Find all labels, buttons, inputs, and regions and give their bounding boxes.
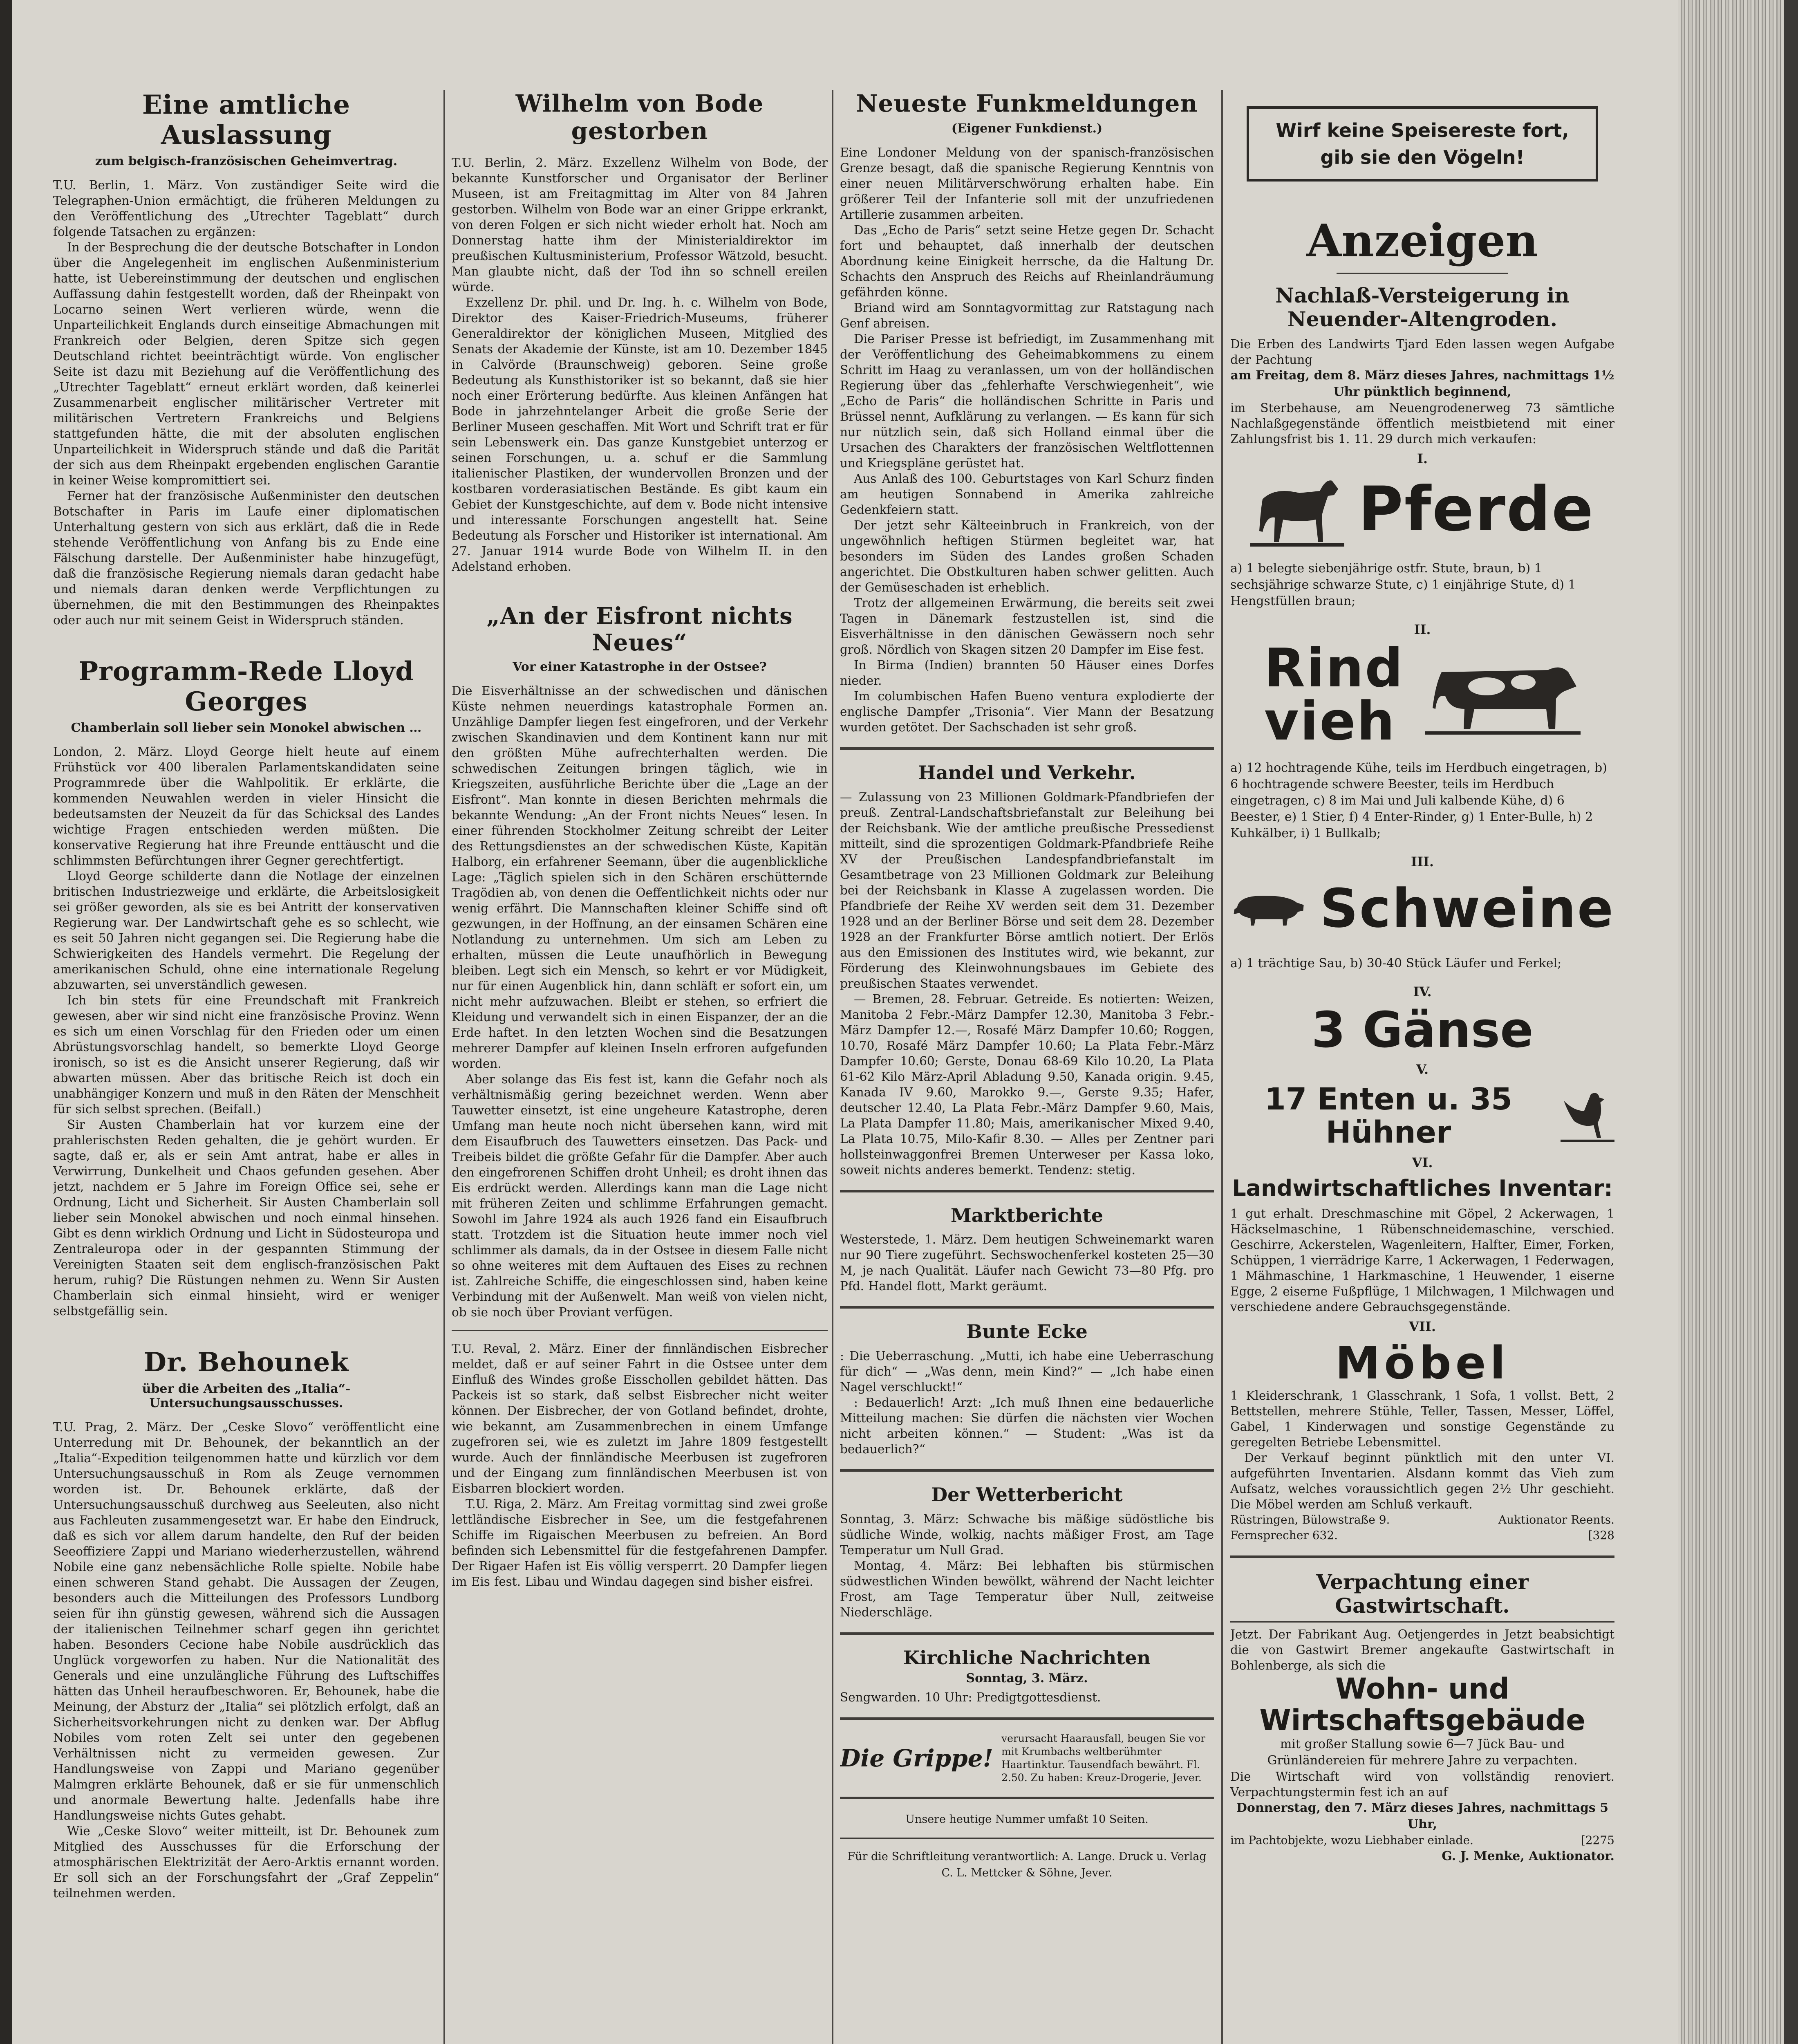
auctioneer-signature xyxy=(1230,1512,1614,1528)
article-subheadline: über die Arbeiten des „Italia“-Untersuchungsausschusses. xyxy=(142,1381,351,1410)
article-paragraph: Aus Anlaß des 100. Geburtstages von Karl Schurz finden am heutigen Sonnabend in Amerika zahlreiche Gedenkfeiern statt. xyxy=(840,471,1214,517)
article-paragraph: Sengwarden. 10 Uhr: Predigtgottesdienst. xyxy=(840,1690,1101,1705)
buildings-heading: Wohn- und Wirtschaftsgebäude xyxy=(1259,1672,1585,1737)
section-headline: Handel und Verkehr. xyxy=(918,761,1136,784)
newspaper-page xyxy=(12,0,1678,2044)
article-paragraph: Sonntag, 3. März: Schwache bis mäßige südöstliche bis südliche Winde, wolkig, nachts mäßiger Frost, am Tage Temperatur um Null Grad. xyxy=(840,1512,1214,1558)
article-subheadline: (Eigener Funkdienst.) xyxy=(951,121,1103,136)
section-number: V. xyxy=(1416,1062,1429,1077)
inventory-heading: Landwirtschaftliches Inventar: xyxy=(1232,1175,1613,1201)
cattle-section xyxy=(1230,637,1614,752)
column-rule xyxy=(1221,90,1223,2044)
article-paragraph: Ich bin stets für eine Freundschaft mit Frankreich gewesen, aber wir sind nicht eine französische Provinz. Wenn es sich um einen Vorschlag für den Frieden oder um einen Abrüstungsvorschlag handelt, so bemerkte Lloyd George ironisch, so ist es die Ansicht unserer Regierung, daß wir abwarten müssen. Aber das britische Reich ist doch ein unabhängiger Konzern und muß in den Räten der Menschheit für sich selbst sprechen. (Beifall.) xyxy=(53,993,439,1116)
article-paragraph: Aber solange das Eis fest ist, kann die Gefahr noch als verhältnismäßig gering bezeichnet werden. Wenn aber Tauwetter einsetzt, ist eine ungeheure Katastrophe, deren Umfang man heute noch nicht übersehen kann, wird mit dem Eisaufbruch des Tauwetters einsetzen. Das Pack- und Treibeis bildet die größte Gefahr für die Dampfer. Aber auch den eingefrorenen Schiffen droht Unheil; es droht ihnen das Eis erdrückt werden. Allerdings kann man die Lage nicht mit früheren Zeiten und schlimme Erfahrungen gemacht. Sowohl im Jahre 1924 als auch 1926 fand ein Eisaufbruch statt. Trotzdem ist die Situation heute immer noch viel schlimmer als damals, da in der Ostsee in diesem Falle nicht so ohne weiteres mit dem Auftauen des Eises zu rechnen ist. Zahlreiche Schiffe, die eingeschlossen sind, haben keine Verbindung mit der Außenwelt. Man weiß von vielen nicht, ob sie noch über Proviant verfügen. xyxy=(452,1072,828,1320)
article-paragraph: Die Eisverhältnisse an der schwedischen und dänischen Küste nehmen neuerdings katastrophale Formen an. Unzählige Dampfer liegen fest eingefroren, und der Verkehr zwischen Skandinavien und dem Kontinent kann nur mit den größten Mühe aufrechterhalten werden. Die schwedischen Zeitungen bringen täglich, wie in Kriegszeiten, ausführliche Berichte über die „Lage an der Eisfront“. Man konnte in diesen Berichten mehrmals die bekannte Wendung: „An der Front nichts Neues“ lesen. In einer führenden Stockholmer Zeitung schreibt der Leiter des Rettungsdienstes an der schwedischen Küste, Kapitän Halborg, ein erfahrener Seemann, über die augenblickliche Lage: „Täglich spielen sich in den Schären erschütternde Tragödien ab, von denen die Oeffentlichkeit nichts oder nur wenig erfährt. Die Mannschaften kleiner Schiffe sind oft gezwungen, in der Hoffnung, an der einsamen Schären eine Notlandung zu unternehmen. Um sich am Leben zu erhalten, müssen die Leute unaufhörlich in Bewegung bleiben. Legt sich ein Mensch, so kehrt er vor Müdigkeit, nur für einen Augenblick hin, dann schläft er sofort ein, um nicht mehr aufzuwachen. Bleibt er stehen, so erfriert die Kleidung und verwandelt sich in einen Eispanzer, der an die Erde haftet. In den letzten Wochen sind die Besatzungen mehrerer Dampfer auf kleinen Inseln erfroren aufgefunden worden. xyxy=(452,684,828,1071)
lease-text: Jetzt. Der Fabrikant Aug. Oetjengerdes in Jetzt beabsichtigt die von Gastwirt Bremer angekaufte Gastwirtschaft in Bohlenberge, als sich die xyxy=(1230,1627,1614,1672)
article-paragraph: Exzellenz Dr. phil. und Dr. Ing. h. c. Wilhelm von Bode, Direktor des Kaiser-Friedrich-Museums, früherer Generaldirektor der königlichen Museen, Mitglied des Senats der Akademie der Künste, ist am 10. Dezember 1845 in Calvörde (Braunschweig) geboren. Seine große Bedeutung als Kunsthistoriker ist so bekannt, daß sie hier noch einer Erörterung bedürfte. Aus kleinen Anfängen hat Bode in jahrzehntelanger Arbeit die große Serie der Berliner Museen geschaffen. Mit Wort und Schrift trat er für sein Lebenswerk ein. Das ganze Kunstgebiet unterzog er seinen Forschungen, u. a. schuf er die Sammlung italienischer Plastiken, der wundervollen Bronzen und der kostbaren vorderasiatischen Bestände. Es gibt kaum ein Gebiet der Kunstgeschichte, auf dem v. Bode nicht intensive und interessante Forschungen angestellt hat. Seine Bedeutung als Forscher und Historiker ist international. Am 27. Januar 1914 wurde Bode von Wilhelm II. in den Adelstand erhoben. xyxy=(452,296,828,574)
ad-reference: [328 xyxy=(1588,1529,1614,1542)
article-paragraph: : Bedauerlich! Arzt: „Ich muß Ihnen eine bedauerliche Mitteilung machen: Sie dürfen die nächsten vier Wochen nicht arbeiten können.“ — Student: „Was ist da bedauerlich?“ xyxy=(840,1396,1214,1457)
article-paragraph: Montag, 4. März: Bei lebhaften bis stürmischen südwestlichen Winden bewölkt, während der Nacht leichter Frost, am Tage Temperatur über Null, zeitweise Niederschläge. xyxy=(840,1559,1214,1620)
article-paragraph: Das „Echo de Paris“ setzt seine Hetze gegen Dr. Schacht fort und behauptet, daß innerhalb der deutschen Abordnung keine Einigkeit herrsche, da die Haltung Dr. Schachts den Anspruch des Reichs auf Rheinlandräumung gefährden könne. xyxy=(840,223,1214,299)
article-subheadline: zum belgisch-französischen Geheimvertrag. xyxy=(95,154,398,169)
inventory-text: 1 gut erhalt. Dreschmaschine mit Göpel, 2 Ackerwagen, 1 Häckselmaschine, 1 Rübenschneidemaschine, verschied. Geschirre, Ackerstelen, Wagenleitern, Halfter, Eimer, Forken, Schüppen, 1 vierrädrige Karre, 1 Ackerwagen, 1 Federwagen, 1 Mähmaschine, 1 Harkmaschine, 1 Heuwender, 1 eiserne Egge, 2 eiserne Fußpflüge, 1 Milchwagen, 1 Milchwagen und verschiedene andere Gebrauchsgegenstände. xyxy=(1230,1207,1614,1314)
article-headline: Wilhelm von Bode gestorben xyxy=(515,90,764,145)
horses-items: a) 1 belegte siebenjährige ostfr. Stute, braun, b) 1 sechsjährige schwarze Stute, c) 1 einjährige Stute, d) 1 Hengstfüllen braun; xyxy=(1230,561,1576,608)
article-paragraph: — Zulassung von 23 Millionen Goldmark-Pfandbriefen der preuß. Zentral-Landschaftsbriefanstalt zur Beleihung bei der Reichsbank. Wie der amtliche preußische Pressedienst mitteilt, sind die sprozentigen Goldmark-Pfandbriefe Reihe XV der Preußischen Landespfandbriefanstalt im Gesamtbetrage von 23 Millionen Goldmark zur Beleihung bei der Reichsbank in Klasse A zugelassen worden. Die Pfandbriefe der Reihe XV werden seit dem 31. Dezember 1928 und an der Berliner Börse und seit dem 28. Dezember 1928 an der Frankfurter Börse amtlich notiert. Der Erlös aus den Emissionen des Institutes wird, wie bekannt, zur Förderung des Kleinwohnungsbaues im Gebiete des preußischen Staates verwendet. xyxy=(840,790,1214,991)
article-paragraph: T.U. Berlin, 1. März. Von zuständiger Seite wird die Telegraphen-Union ermächtigt, die früheren Meldungen zu den Veröffentlichung des „Utrechter Tageblatt“ durch folgende Tatsachen zu ergänzen: xyxy=(53,178,439,239)
auctioneer-phone: Fernsprecher 632. xyxy=(1230,1529,1338,1542)
article-paragraph: Lloyd George schilderte dann die Notlage der einzelnen britischen Industriezweige und erklärte, die Arbeitslosigkeit sei größer geworden, als sie es bei Antritt der konservativen Regierung war. Der Landwirtschaft gehe es so schlecht, wie es seit 50 Jahren nicht gegangen sei. Die Regierung habe die Schwierigkeiten des Handels vermehrt. Die Regelung der amerikanischen Schuld, ohne eine internationale Regelung abzuwarten, sei unverständlich gewesen. xyxy=(53,869,439,992)
article-paragraph: Wie „Ceske Slovo“ weiter mitteilt, ist Dr. Behounek zum Mitglied des Ausschusses für die Erforschung der atmosphärischen Elektrizität der Aero-Arktis ernannt worden. Er soll sich an der Forschungsfahrt der „Graf Zeppelin“ teilnehmen werden. xyxy=(53,1824,439,1900)
pigs-items: a) 1 trächtige Sau, b) 30-40 Stück Läufer und Ferkel; xyxy=(1230,956,1562,970)
article-paragraph: — Bremen, 28. Februar. Getreide. Es notierten: Weizen, Manitoba 2 Febr.-März Dampfer 12.30, Manitoba 3 Febr.-März Dampfer 12.—, Rosafé März Dampfer 10.60; Roggen, 10.70, Rosafé März Dampfer 10.60; La Plata Febr.-März Dampfer 10.60; Gerste, Donau 68-69 Kilo 10.20, La Plata 61-62 Kilo März-April Abladung 9.50, Kanada origin. 9.45, Kanada IV 9.60, Marokko 9.—, Gerste 9.35; Hafer, deutscher 12.40, La Plata Febr.-März Dampfer 9.60, Mais, La Plata Dampfer 11.80; Mais, amerikanischer Mixed 9.40, La Plata 10.75, Milo-Kafir 8.30. — Alles per Zentner pari hollsteinwaggonfrei Bremen Unterweser per Kassa loko, soweit nichts anderes bemerkt. Tendenz: stetig. xyxy=(840,992,1214,1177)
article-subheadline: Chamberlain soll lieber sein Monokel abwischen … xyxy=(71,721,422,735)
article-headline: Programm-Rede Lloyd Georges xyxy=(78,656,414,717)
article-paragraph: Im columbischen Hafen Bueno ventura explodierte der englische Dampfer „Trisonia“. Vier Mann der Besatzung wurden getötet. Der Sachschaden ist sehr groß. xyxy=(840,689,1214,734)
grippe-advert-text: verursacht Haarausfall, beugen Sie vor mit Krumbachs weltberühmter Haartinktur. Tausendfach bewährt. Fl. 2.50. Zu haben: Kreuz-Drogerie, Jever. xyxy=(1001,1732,1205,1784)
horse-icon xyxy=(1250,471,1344,548)
section-number: VII. xyxy=(1409,1319,1436,1334)
article-paragraph: T.U. Reval, 2. März. Einer der finnländischen Eisbrecher meldet, daß er auf seiner Fahrt in die Ostsee unter dem Einfluß des Windes große Eisschollen gebildet hätten. Das Packeis ist so stark, daß selbst Eisbrecher nicht weiter können. Der Eisbrecher, der von Gotland befindet, drohte, wie bekannt, am Zusammenbrechen in einem Umfange zugefroren sei, wie es zuletzt im Jahre 1809 festgestellt wurde. Auch der finnländische Meerbusen ist zugefroren und der Eingang zum finnländischen Meerbusen ist von Eisbarren blockiert worden. xyxy=(452,1342,828,1496)
article-headline: „An der Eisfront nichts Neues“ xyxy=(486,603,793,656)
lease-text: Die Wirtschaft wird von vollständig renoviert. Verpachtungstermin fest ich an auf xyxy=(1230,1770,1614,1799)
horses-heading: Pferde xyxy=(1358,474,1594,545)
scan-left-edge xyxy=(0,0,12,2044)
column-1 xyxy=(53,90,439,2044)
section-headline: Der Wetterbericht xyxy=(931,1484,1123,1506)
article-paragraph: T.U. Prag, 2. März. Der „Ceske Slovo“ veröffentlicht eine Unterredung mit Dr. Behounek, der bekanntlich an der „Italia“-Expedition teilgenommen hatte und kürzlich vor dem Untersuchungsausschuß in Rom als Zeuge vernommen worden ist. Dr. Behounek erklärte, daß der Untersuchungsausschuß durchweg aus Seeleuten, also nicht aus Fachleuten zusammengesetzt war. Er habe den Eindruck, daß es sich vor allem darum handelte, den Ruf der beiden Seeoffiziere Zappi und Mariano wiederherzustellen, während Nobile eine ganz nebensächliche Rolle spielte. Nobile habe einen schweren Stand gehabt. Die Aussagen der Zeugen, besonders auch die Mitteilungen des Professors Lundborg seien für ihn günstig gewesen, während sich die Aussagen der italienischen Teilnehmer scharf gegen ihn gerichtet haben. Besonders Cecione habe Nobile ausdrücklich das Unglück vorgeworfen zu haben. Nur die Nationalität des Generals und eine unzulängliche Führung des Luftschiffes hätten das Unheil heraufbeschworen. Er, Behounek, habe die Meinung, der Absturz der „Italia“ sei plötzlich erfolgt, daß an Sicherheitsvorkehrungen nicht zu denken war. Der Abflug Nobiles vom roten Zelt sei unter den gegebenen Verhältnissen nicht zu vermeiden gewesen. Zur Handlungsweise von Zappi und Mariano gegenüber Malmgren erklärte Behounek, daß er sie für unmenschlich und anormale Bewertung halte. Jedenfalls habe ihre Handlungsweise nichts Gutes gehabt. xyxy=(53,1420,439,1822)
grippe-advert-headline: Die Grippe! xyxy=(840,1744,994,1773)
poultry-heading: 17 Enten u. 35 Hühner xyxy=(1265,1081,1512,1150)
ad-reference: [2275 xyxy=(1581,1833,1614,1847)
article-paragraph: London, 2. März. Lloyd George hielt heute auf einem Frühstück vor 400 liberalen Parlamentskandidaten seine Programmrede über die Wahlpolitik. Er erklärte, die kommenden Neuwahlen werden in vieler Hinsicht die bedeutsamsten der Neuzeit da für das Schicksal des Landes wichtige Fragen entschieden werden müßten. Die konservative Regierung hat ihre Freunde enttäuscht und die schlimmsten Befürchtungen ihrer Gegner gerechtfertigt. xyxy=(53,745,439,868)
grippe-advert xyxy=(840,1732,1214,1784)
section-subheadline: Sonntag, 3. März. xyxy=(966,1671,1088,1686)
article-paragraph: Die Pariser Presse ist befriedigt, im Zusammenhang mit der Veröffentlichung des Geheimabkommens zu einem Schritt im Haag zu veranlassen, um von der holländischen Regierung über das „fehlerhafte Verschwiegenheit“, wie „Echo de Paris“ die holländischen Schritte in Paris und Brüssel nennt, Aufklärung zu verlangen. — Es kann für sich nur nützlich sein, daß sich Holland einmal über die Ursachen des Charakters der französischen Weltflottennen und Kriegspläne gerüstet hat. xyxy=(840,332,1214,470)
article-paragraph: Sir Austen Chamberlain hat vor kurzem eine der prahlerischsten Reden gehalten, die je gehört wurden. Er sagte, daß er, als er sein Amt antrat, habe er alles in Verwirrung, Dunkelheit und Chaos gefunden gesehen. Aber jetzt, nachdem er 5 Jahre im Foreign Office sei, sehe er Ordnung, Licht und Sicherheit. Sir Austen Chamberlain soll lieber sein Monokel abwischen und noch einmal hinsehen. Gibt es denn wirklich Ordnung und Licht in Südosteuropa und Zentraleuropa oder in der gespannten Stimmung der Vereinigten Staaten seit dem englisch-französischen Pakt herum, ruhig? Die Rüstungen nehmen zu. Wenn Sir Austen Chamberlain sich einmal hinsieht, wird er weniger selbstgefällig sein. xyxy=(53,1118,439,1318)
article-paragraph: In Birma (Indien) brannten 50 Häuser eines Dorfes nieder. xyxy=(840,658,1214,688)
column-2 xyxy=(452,90,828,2044)
pigs-section xyxy=(1230,874,1614,943)
section-number: II. xyxy=(1414,622,1431,637)
cow-icon xyxy=(1425,648,1581,742)
sale-terms: Der Verkauf beginnt pünktlich mit den unter VI. aufgeführten Inventarien. Alsdann kommt das Vieh zum Aufsatz, welches voraussichtlich gegen 2½ Uhr geschieht. Die Möbel werden am Schluß verkauft. xyxy=(1230,1451,1614,1511)
article-headline: Eine amtliche Auslassung xyxy=(142,90,351,150)
article-paragraph: Briand wird am Sonntagvormittag zur Ratstagung nach Genf abreisen. xyxy=(840,300,1214,330)
article-subheadline: Vor einer Katastrophe in der Ostsee? xyxy=(513,660,767,675)
auction-title: Nachlaß-Versteigerung in Neuender-Altengroden. xyxy=(1275,283,1570,331)
furniture-heading: Möbel xyxy=(1335,1337,1510,1389)
lease-signature: G. J. Menke, Auktionator. xyxy=(1442,1849,1614,1863)
auction-text: Die Erben des Landwirts Tjard Eden lassen wegen Aufgabe der Pachtung xyxy=(1230,337,1614,367)
scan-right-edge xyxy=(1784,0,1798,2044)
article-paragraph: In der Besprechung die der deutsche Botschafter in London über die Angelegenheit im englischen Außenministerium hatte, ist Uebereinstimmung der deutschen und englischen Auffassung dahin festgestellt worden, daß der Rheinpakt von Locarno seinen Wert verlieren würde, wenn die Unparteilichkeit Englands durch einseitige Abmachungen mit Frankreich oder Belgien, deren Spitze sich gegen Deutschland richtet beeinträchtigt würde. Von englischer Seite ist dazu mit Beziehung auf die Veröffentlichung des „Utrechter Tageblatt“ erneut erklärt worden, daß keinerlei Zusammenarbeit englischer militärischer Vertreter mit militärischen Vertretern Frankreichs und Belgiens stattgefunden hätte, die mit der absoluten englischen Unparteilichkeit in Widerspruch stände und daß die Parität der sich aus dem Rheinpakt ergebenden englischen Garantie in keiner Weise kompromittiert sei. xyxy=(53,240,439,488)
article-paragraph: Westerstede, 1. März. Dem heutigen Schweinemarkt waren nur 90 Tiere zugeführt. Sechswochenferkel kosteten 25—30 M, je nach Qualität. Läufer nach Gewicht 73—80 Pfg. pro Pfd. Handel flott, Markt geräumt. xyxy=(840,1233,1214,1293)
article-paragraph: Ferner hat der französische Außenminister den deutschen Botschafter in Paris im Laufe einer diplomatischen Unterhaltung gestern von sich aus erklärt, daß die in Rede stehende Veröffentlichung von Anfang bis zu Ende eine Fälschung darstelle. Der Außenminister habe hinzugefügt, daß die französische Regierung niemals daran gedacht habe und niemals daran denken werde Verpflichtungen zu übernehmen, die mit den Bestimmungen des Rheinpaktes oder auch nur mit seinem Geist in Widerspruch ständen. xyxy=(53,489,439,628)
column-rule xyxy=(832,90,833,2044)
notice-line: Wirf keine Speisereste fort, xyxy=(1276,119,1569,141)
pages-note: Unsere heutige Nummer umfaßt 10 Seiten. xyxy=(905,1813,1149,1826)
section-number: IV. xyxy=(1413,984,1432,1000)
article-headline: Neueste Funkmeldungen xyxy=(856,90,1198,117)
article-paragraph: Der jetzt sehr Kälteeinbruch in Frankreich, von der ungewöhnlich heftigen Stürmen begleitet war, hat besonders im Süden des Landes großen Schaden angerichtet. Die Obstkulturen haben schwer gelitten. Auch der Gemüseschaden ist erheblich. xyxy=(840,518,1214,594)
pigs-heading: Schweine xyxy=(1320,877,1614,939)
lease-title: Verpachtung einer Gastwirtschaft. xyxy=(1316,1570,1529,1618)
advertisements-heading: Anzeigen xyxy=(1306,214,1538,267)
rooster-icon xyxy=(1561,1081,1614,1151)
article-headline: Dr. Behounek xyxy=(143,1347,349,1378)
section-number: VI. xyxy=(1412,1155,1433,1170)
section-headline: Bunte Ecke xyxy=(966,1320,1088,1343)
furniture-text: 1 Kleiderschrank, 1 Glasschrank, 1 Sofa, 1 vollst. Bett, 2 Bettstellen, mehrere Stühle, Teller, Tassen, Messer, Löffel, Gabel, 1 Kinderwagen und sonstige Gegenstände zu geregelten Betriebe Lebensmittel. xyxy=(1230,1389,1614,1449)
notice-line: gib sie den Vögeln! xyxy=(1320,146,1525,168)
auction-date: am Freitag, dem 8. März dieses Jahres, nachmittags 1½ Uhr pünktlich beginnend, xyxy=(1230,368,1614,399)
auctioneer-address: Rüstringen, Bülowstraße 9. xyxy=(1230,1513,1390,1526)
pig-icon xyxy=(1230,874,1306,943)
cattle-items: a) 12 hochtragende Kühe, teils im Herdbuch eingetragen, b) 6 hochtragende schwere Beester, teils im Herdbuch eingetragen, c) 8 im Mai und Juli kalbende Kühe, d) 6 Beester, e) 1 Stier, f) 4 Enter-Rinder, g) 1 Enter-Bulle, h) 2 Kuhkälber, i) 1 Bullkalb; xyxy=(1230,761,1607,840)
cattle-heading: Rindvieh xyxy=(1264,637,1404,752)
auction-text: im Sterbehause, am Neuengrodenerweg 73 sämtliche Nachlaßgegenstände öffentlich meistbietend mit einer Zahlungsfrist bis 1. 11. 29 durch mich verkaufen: xyxy=(1230,401,1614,446)
section-headline: Kirchliche Nachrichten xyxy=(903,1647,1151,1669)
lease-text: mit großer Stallung sowie 6—7 Jück Bau- und Grünländereien für mehrere Jahre zu verpachten. xyxy=(1267,1737,1578,1768)
section-number: I. xyxy=(1417,451,1428,466)
section-headline: Marktberichte xyxy=(950,1204,1104,1226)
article-paragraph: : Die Ueberraschung. „Mutti, ich habe eine Ueberraschung für dich“ — „Was denn, mein Kind?“ — „Ich habe einen Nagel verschluckt!“ xyxy=(840,1349,1214,1394)
article-paragraph: Trotz der allgemeinen Erwärmung, die bereits seit zwei Tagen in Dänemark festzustellen ist, sind die Eisverhältnisse in den dänischen Gewässern noch sehr groß. Nördlich von Skagen sitzen 20 Dampfer im Eise fest. xyxy=(840,596,1214,657)
auctioneer-name: Auktionator Reents. xyxy=(1498,1513,1614,1526)
column-4-advertisements xyxy=(1230,90,1614,2044)
article-paragraph: Eine Londoner Meldung von der spanisch-französischen Grenze besagt, daß die spanische Regierung Kenntnis von einer neuen Militärverschwörung erhalten habe. Ein größerer Teil der Infanterie soll mit der unzufriedenen Artillerie zusammen arbeiten. xyxy=(840,145,1214,222)
geese-heading: 3 Gänse xyxy=(1311,1002,1534,1059)
book-page-edges xyxy=(1678,0,1798,2044)
horses-section xyxy=(1230,471,1614,548)
article-paragraph: T.U. Riga, 2. März. Am Freitag vormittag sind zwei große lettländische Eisbrecher in See, um die festgefahrenen Schiffe im Rigaischen Meerbusen zu befreien. An Bord befinden sich Lebensmittel für die festgefahrenen Dampfer. Der Rigaer Hafen ist Eis völlig versperrt. 20 Dampfer liegen im Eis fest. Libau und Windau dagegen sind bisher eisfrei. xyxy=(452,1497,828,1589)
lease-date: Donnerstag, den 7. März dieses Jahres, nachmittags 5 Uhr, xyxy=(1236,1801,1609,1831)
column-rule xyxy=(443,90,445,2044)
lease-text: im Pachtobjekte, wozu Liebhaber einlade. xyxy=(1230,1833,1473,1847)
bird-feeding-notice xyxy=(1247,106,1598,182)
article-paragraph: T.U. Berlin, 2. März. Exzellenz Wilhelm von Bode, der bekannte Kunstforscher und Organisator der Berliner Museen, ist am Freitagmittag im Alter von 84 Jahren gestorben. Wilhelm von Bode war an einer Grippe erkrankt, von deren Folgen er sich nicht wieder erholt hat. Noch am Donnerstag hatte ihm der Ministerialdirektor im preußischen Kultusministerium, Professor Wätzold, besucht. Man glaubte nicht, daß der Tod ihn so schnell ereilen würde. xyxy=(452,156,828,294)
poultry-section xyxy=(1230,1081,1614,1151)
column-3 xyxy=(840,90,1214,2044)
section-number: III. xyxy=(1411,854,1434,870)
imprint: Für die Schriftleitung verantwortlich: A. Lange. Druck u. Verlag C. L. Mettcker & Söhne, Jever. xyxy=(847,1850,1207,1880)
